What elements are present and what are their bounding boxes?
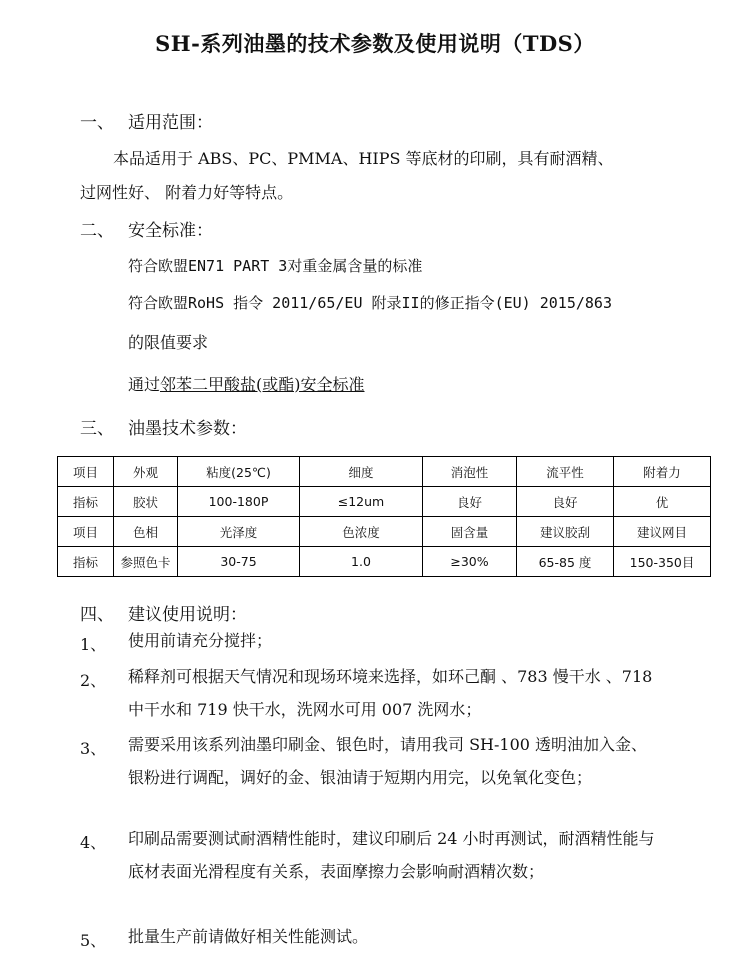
section-1-title: 适用范围： [128,113,213,133]
table-cell: 胶状 [114,487,178,517]
table-cell: 项目 [58,457,114,487]
table-cell: 100-180P [178,487,300,517]
section-2-line-4 [128,372,365,395]
section-3-number: 三、 [80,419,114,439]
section-4-title: 建议使用说明： [128,605,247,625]
table-cell: 指标 [58,487,114,517]
table-cell: 光泽度 [178,517,300,547]
table-cell: 流平性 [517,457,614,487]
list-item-number: 3、 [80,739,107,758]
section-1-line-2: 过网性好、 附着力好等特点。 [80,183,294,202]
table-cell: 建议胶刮 [517,517,614,547]
table-cell: 粘度(25℃) [178,457,300,487]
table-cell: 优 [614,487,711,517]
section-2-line-2: 符合欧盟RoHS 指令 2011/65/EU 附录II的修正指令(EU) 2015/863 [128,294,612,312]
list-item-text: 批量生产前请做好相关性能测试。 [128,927,369,946]
table-row [58,517,711,547]
list-item-text: 稀释剂可根据天气情况和现场环境来选择，如环己酮 、783 慢干水 、718 中干水和 719 快干水，洗网水可用 007 洗网水； [128,667,653,719]
table-cell: ≤12um [300,487,423,517]
section-1-heading [80,108,213,133]
list-item-text: 使用前请充分搅拌； [128,631,273,650]
list-item-number: 5、 [80,931,107,950]
table-cell: 色相 [114,517,178,547]
list-item-number: 4、 [80,833,107,852]
section-2-line-3: 的限值要求 [128,333,209,352]
list-item-number: 2、 [80,671,107,690]
phthalate-standard-text: 邻苯二甲酸盐(或酯)安全标准 [160,375,365,394]
table-cell: ≥30% [423,547,517,577]
section-1-number: 一、 [80,113,114,133]
section-4-number: 四、 [80,605,114,625]
table-cell: 细度 [300,457,423,487]
table-cell: 附着力 [614,457,711,487]
table-cell: 消泡性 [423,457,517,487]
section-2-heading [80,216,213,241]
table-cell: 外观 [114,457,178,487]
ink-parameters-table [57,456,711,577]
table-cell: 30-75 [178,547,300,577]
table-row [58,487,711,517]
table-cell: 65-85 度 [517,547,614,577]
section-3-heading [80,414,247,439]
section-2-line-1: 符合欧盟EN71 PART 3对重金属含量的标准 [128,257,423,275]
list-item-text: 印刷品需要测试耐酒精性能时，建议印刷后 24 小时再测试，耐酒精性能与底材表面光滑程度有关系，表面摩擦力会影响耐酒精次数； [128,829,655,881]
table-cell: 项目 [58,517,114,547]
table-cell: 1.0 [300,547,423,577]
table-row [58,547,711,577]
list-item-number: 1、 [80,635,107,654]
table-cell: 良好 [517,487,614,517]
table-cell: 建议网目 [614,517,711,547]
section-1-line-1: 本品适用于 ABS、PC、PMMA、HIPS 等底材的印刷，具有耐酒精、 [113,149,614,168]
table-cell: 色浓度 [300,517,423,547]
table-cell: 参照色卡 [114,547,178,577]
table-cell: 良好 [423,487,517,517]
section-2-title: 安全标准： [128,221,213,241]
section-2-number: 二、 [80,221,114,241]
section-4-heading [80,600,247,625]
document-title: SH-系列油墨的技术参数及使用说明（TDS） [155,31,595,56]
table-row [58,457,711,487]
section-2-line-4-prefix: 通过 [128,375,161,394]
section-3-title: 油墨技术参数： [128,419,247,439]
list-item-text: 需要采用该系列油墨印刷金、银色时，请用我司 SH-100 透明油加入金、银粉进行调配，调好的金、银油请于短期内用完，以免氧化变色； [128,735,648,787]
table-cell: 指标 [58,547,114,577]
table-cell: 固含量 [423,517,517,547]
table-cell: 150-350目 [614,547,711,577]
